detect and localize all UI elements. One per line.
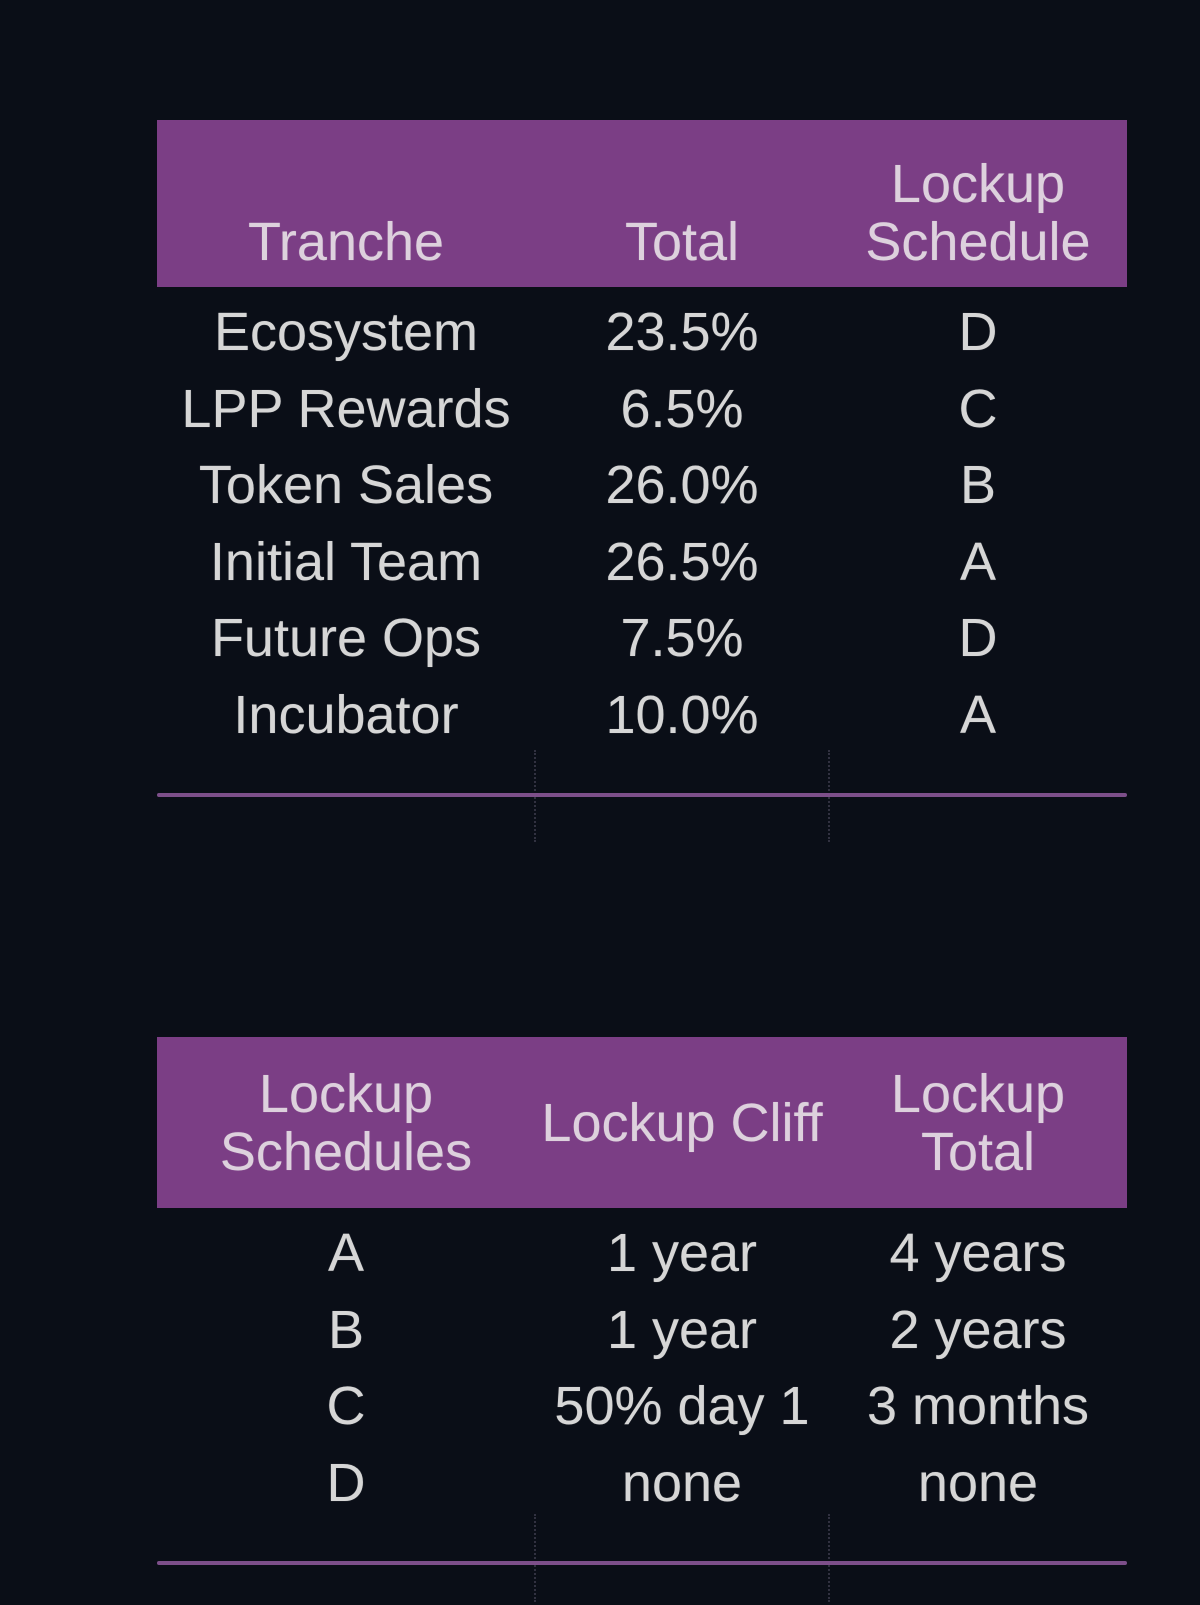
header-cell-tranche xyxy=(157,120,535,287)
table-row xyxy=(157,524,1127,601)
cell-total: 26.0% xyxy=(605,455,759,516)
header-cell-total xyxy=(535,120,829,287)
cell-lockup-schedule: A xyxy=(959,684,997,745)
column-separator-dotted xyxy=(534,1514,536,1602)
cell-schedule: B xyxy=(327,1299,365,1360)
cell-lockup-total: 2 years xyxy=(889,1299,1067,1360)
header-line: Lockup xyxy=(258,1063,434,1124)
divider-line xyxy=(157,793,1127,797)
header-line: Schedule xyxy=(865,212,1091,272)
cell-cliff: 50% day 1 xyxy=(554,1376,810,1437)
cell-schedule: D xyxy=(326,1452,366,1513)
lockup-table-body xyxy=(157,1208,1127,1521)
header-cell-lockup-schedules xyxy=(157,1037,535,1208)
cell-total: 6.5% xyxy=(620,378,744,439)
table-row xyxy=(157,1445,1127,1522)
header-line: Schedules xyxy=(219,1121,473,1182)
lockup-table-header xyxy=(157,1037,1127,1208)
cell-schedule: A xyxy=(327,1223,365,1284)
cell-schedule: C xyxy=(326,1376,366,1437)
cell-total: 26.5% xyxy=(605,531,759,592)
cell-tranche: LPP Rewards xyxy=(181,378,511,439)
tranche-table-body xyxy=(157,287,1127,753)
header-cell-lockup-schedule xyxy=(829,120,1127,287)
cell-tranche: Token Sales xyxy=(198,455,494,516)
table-row xyxy=(157,447,1127,524)
cell-lockup-schedule: A xyxy=(959,531,997,592)
table-row xyxy=(157,1292,1127,1369)
cell-tranche: Future Ops xyxy=(210,608,482,669)
cell-total: 10.0% xyxy=(605,684,759,745)
header-line: Lockup Cliff xyxy=(541,1092,823,1153)
cell-tranche: Incubator xyxy=(233,684,459,745)
cell-total: 7.5% xyxy=(620,608,744,669)
header-line: Lockup xyxy=(890,154,1066,214)
tranche-table-header xyxy=(157,120,1127,287)
cell-lockup-total: 4 years xyxy=(889,1223,1067,1284)
table-row xyxy=(157,600,1127,677)
table-row xyxy=(157,677,1127,754)
header-line: Total xyxy=(920,1121,1036,1182)
cell-cliff: 1 year xyxy=(606,1223,758,1284)
table-row xyxy=(157,1215,1127,1292)
header-line: Tranche xyxy=(247,212,445,272)
cell-tranche: Ecosystem xyxy=(213,302,479,363)
header-cell-lockup-cliff xyxy=(535,1037,829,1208)
column-separator-dotted xyxy=(828,1514,830,1602)
table-row xyxy=(157,371,1127,448)
tranche-table xyxy=(157,120,1127,753)
header-line: Lockup xyxy=(890,1063,1066,1124)
header-cell-lockup-total xyxy=(829,1037,1127,1208)
cell-cliff: none xyxy=(621,1452,743,1513)
cell-lockup-schedule: B xyxy=(959,455,997,516)
cell-lockup-total: 3 months xyxy=(866,1376,1090,1437)
cell-tranche: Initial Team xyxy=(209,531,483,592)
table-row xyxy=(157,1368,1127,1445)
cell-lockup-schedule: D xyxy=(958,608,998,669)
cell-lockup-schedule: D xyxy=(958,302,998,363)
cell-cliff: 1 year xyxy=(606,1299,758,1360)
cell-lockup-total: none xyxy=(917,1452,1039,1513)
cell-lockup-schedule: C xyxy=(958,378,998,439)
table-row xyxy=(157,294,1127,371)
divider-line xyxy=(157,1561,1127,1565)
cell-total: 23.5% xyxy=(605,302,759,363)
header-line: Total xyxy=(624,212,740,272)
lockup-table xyxy=(157,1037,1127,1521)
